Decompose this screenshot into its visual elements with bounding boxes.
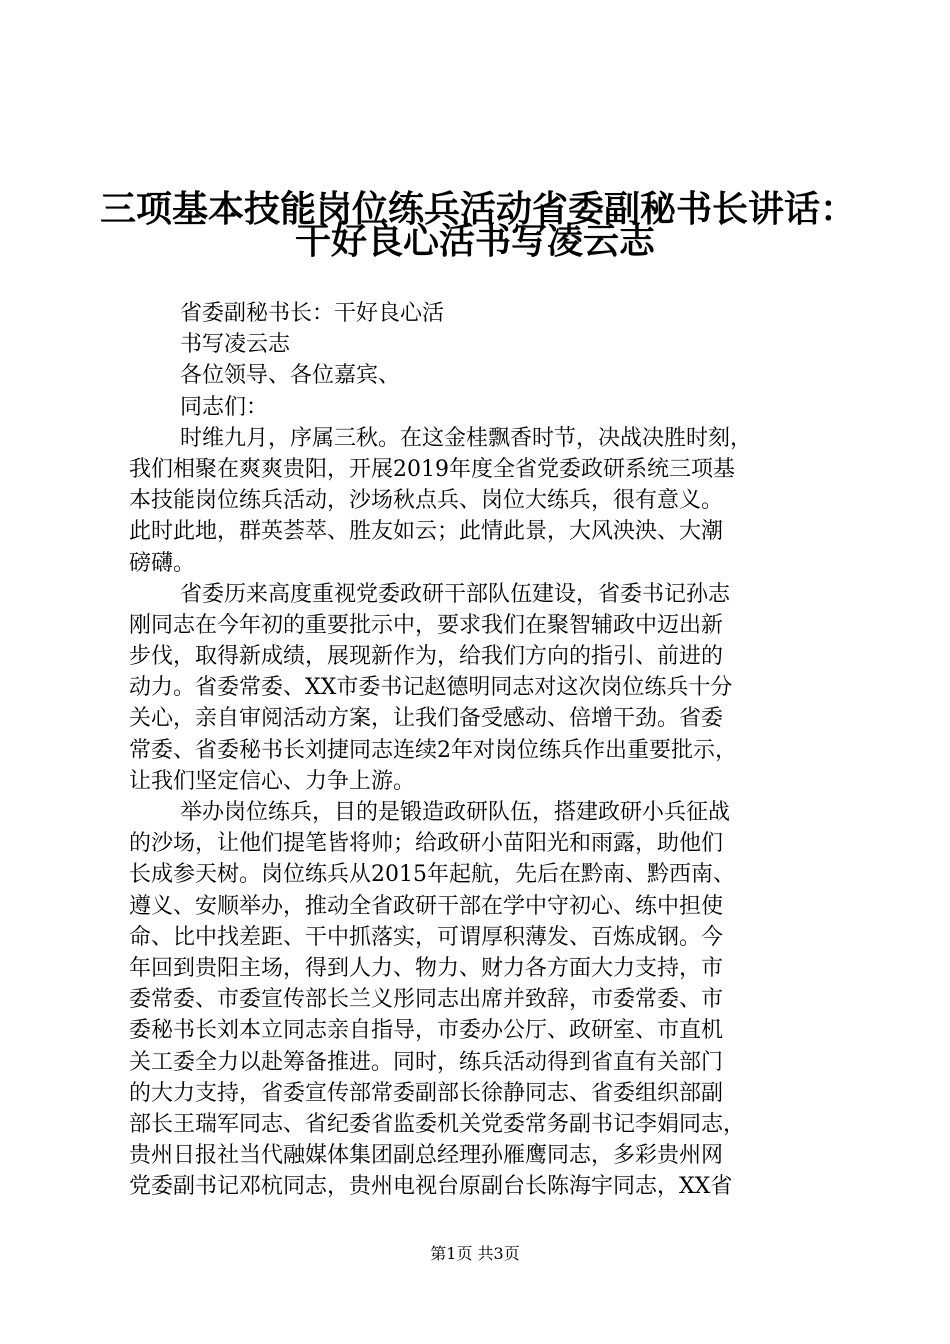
body-line: 省委副秘书长：干好良心活: [180, 301, 445, 326]
body-line: 关工委全力以赴筹备推进。同时，练兵活动得到省直有关部门: [129, 1049, 724, 1075]
body-line: 贵州日报社当代融媒体集团副总经理孙雁鹰同志，多彩贵州网: [129, 1143, 724, 1169]
body-line: 部长王瑞军同志、省纪委省监委机关党委常务副书记李娟同志，: [129, 1111, 746, 1137]
body-line: 各位领导、各位嘉宾、: [180, 363, 401, 389]
document-body: [129, 298, 829, 1202]
body-line: 命、比中找差距、干中抓落实，可谓厚积薄发、百炼成钢。今: [129, 924, 724, 950]
body-line: 党委副书记邓杭同志，贵州电视台原副台长陈海宇同志，XX省: [129, 1174, 733, 1200]
document-title-line2: 干好良心活书写凌云志: [294, 221, 655, 262]
body-line: 本技能岗位练兵活动，沙场秋点兵、岗位大练兵，很有意义。: [129, 488, 724, 514]
body-line: 的沙场，让他们提笔皆将帅；给政研小苗阳光和雨露，助他们: [129, 831, 724, 857]
body-line: 长成参天树。岗位练兵从2015年起航，先后在黔南、黔西南、: [129, 862, 735, 888]
body-line: 关心，亲自审阅活动方案，让我们备受感动、倍增干劲。省委: [129, 706, 724, 732]
body-line: 的大力支持，省委宣传部常委副部长徐静同志、省委组织部副: [129, 1080, 724, 1106]
body-line: 常委、省委秘书长刘捷同志连续2年对岗位练兵作出重要批示，: [129, 737, 737, 763]
body-line: 省委历来高度重视党委政研干部队伍建设，省委书记孙志: [180, 581, 731, 607]
document-title-line1: 三项基本技能岗位练兵活动省委副秘书长讲话：: [100, 189, 857, 230]
body-line: 时维九月，序属三秋。在这金桂飘香时节，决战决胜时刻，: [180, 425, 753, 451]
body-line: 同志们：: [180, 394, 269, 420]
body-line: 让我们坚定信心、力争上游。: [129, 768, 416, 794]
body-line: 刚同志在今年初的重要批示中，要求我们在聚智辅政中迈出新: [129, 612, 724, 638]
body-line: 动力。省委常委、XX市委书记赵德明同志对这次岗位练兵十分: [129, 675, 733, 701]
body-line: 步伐，取得新成绩，展现新作为，给我们方向的指引、前进的: [129, 644, 724, 670]
page-footer: 第1页 共3页: [430, 1244, 520, 1263]
body-line: 此时此地，群英荟萃、胜友如云；此情此景，大风泱泱、大潮: [129, 519, 724, 545]
body-line: 举办岗位练兵，目的是锻造政研队伍，搭建政研小兵征战: [180, 800, 731, 825]
body-line: 委常委、市委宣传部长兰义彤同志出席并致辞，市委常委、市: [129, 987, 724, 1013]
body-line: 委秘书长刘本立同志亲自指导，市委办公厅、政研室、市直机: [129, 1018, 724, 1044]
body-line: 遵义、安顺举办，推动全省政研干部在学中守初心、练中担使: [129, 893, 724, 919]
body-line: 年回到贵阳主场，得到人力、物力、财力各方面大力支持，市: [129, 955, 724, 981]
body-line: 我们相聚在爽爽贵阳，开展2019年度全省党委政研系统三项基: [129, 456, 735, 482]
body-line: 磅礴。: [129, 550, 196, 576]
body-line: 书写凌云志: [180, 332, 291, 358]
